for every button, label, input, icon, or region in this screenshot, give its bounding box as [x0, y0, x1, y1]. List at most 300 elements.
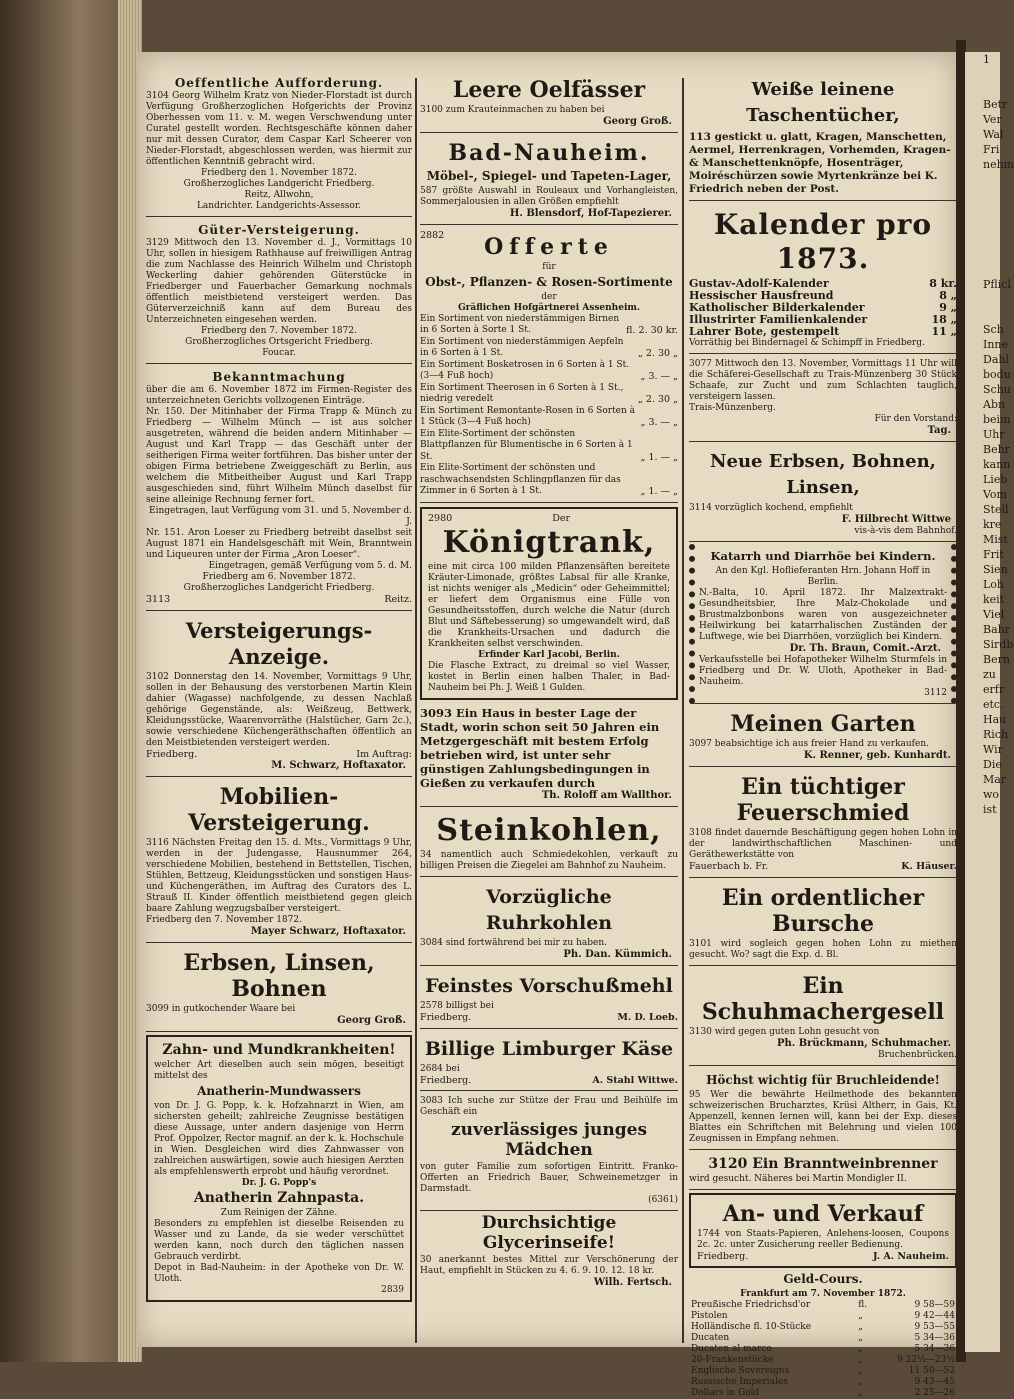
ad-date: Friedberg den 1. November 1872. [201, 168, 357, 178]
currency-value: 5 34—36 [914, 1333, 955, 1343]
ad-text: Wer die bewährte Heilmethode des bekannten schweizerischen Brucharztes, Krüsi Altherr, in Gais, Kt. Appenzell, kennen lernen will, kann bei der Exp. dieses Blattes ein Schriftchen mit Belehrung und vielen 100 Zeugnissen in Empfang nehmen. [689, 1089, 957, 1144]
edge-fragment: Loh [983, 578, 1005, 591]
ad-text: von guter Familie zum sofortigen Eintritt. Franko-Offerten an Friedrich Bauer, Schweinemetzger in Darmstadt. [420, 1162, 678, 1194]
ad-versteigerungs-anzeige [146, 613, 412, 778]
edge-fragment [983, 202, 1000, 217]
calendar-item-name: Lahrer Bote, gestempelt [689, 325, 840, 338]
ad-title: Ein ordentlicher Bursche [721, 884, 925, 937]
ad-text: eine mit circa 100 milden Pflanzensäften bereitete Kräuter-Limonade, größtes Labsal für alle Kranke, ist nichts weniger als „Medicin“ oder Geheimmittel; er liefert dem Organismus eine Fülle von Gesundheitsstoffen, durch welche die Natur (durch Blut und Säftebesserung) so umgewandelt wird, daß die Krankheits-Ursachen und dadurch die Krankheiten selbst verschwinden. [428, 562, 670, 649]
currency-row [689, 1333, 957, 1344]
ad-title: Güter-Versteigerung. [198, 223, 360, 237]
ad-text: billigst bei [445, 1001, 494, 1011]
edge-fragment: Sirdb [983, 638, 1014, 651]
calendar-item-name: Hessischer Hausfreund [689, 289, 834, 302]
currency-name: Ducaten [691, 1333, 730, 1343]
edge-fragment: Betr [983, 98, 1008, 111]
edge-fragment: erfr [983, 683, 1005, 696]
ad-title: Steinkohlen, [436, 813, 662, 848]
currency-unit: „ [858, 1355, 863, 1365]
ad-title: Versteigerungs-Anzeige. [185, 617, 373, 669]
edge-fragment: 1 [983, 53, 990, 66]
ad-text: Ich suche zur Stütze der Frau und Beihülfe im Geschäft ein [420, 1096, 678, 1117]
ad-address: Bruchenbrücken. [877, 1049, 957, 1060]
edge-fragment: Sien [983, 563, 1008, 576]
ad-ruhrkohlen [420, 879, 678, 966]
offer-item-price: fl. 2. 30 kr. [626, 325, 678, 336]
ad-vorschussmehl [420, 968, 678, 1029]
calendar-item-name: Illustrirter Familienkalender [689, 313, 868, 326]
ad-signature: Wilh. Fertsch. [593, 1277, 672, 1288]
ad-text: von Staats-Papieren, Anlehens-loosen, Coupons 2c. 2c. unter Zusicherung reeller Bedienung. [697, 1228, 949, 1250]
edge-fragment: Schu [983, 383, 1011, 396]
currency-unit: fl. [858, 1300, 868, 1310]
currency-value: 9 53—55 [914, 1322, 955, 1332]
calendar-item [689, 326, 957, 338]
ad-text: welcher Art dieselben auch sein mögen, beseitigt mittelst des [154, 1060, 404, 1081]
currency-name: Dollars in Gold [691, 1388, 760, 1398]
ad-limburger-kaese [420, 1031, 678, 1092]
ad-text: anerkannt bestes Mittel zur Verschönerung der Haut, empfiehlt in Stücken zu 4. 6. 9. 10. 12. 18 kr. [420, 1255, 678, 1276]
edge-fragment: Viel [983, 608, 1005, 621]
ad-number: 2684 [420, 1063, 443, 1074]
ad-signature: Georg Groß. [337, 1015, 406, 1026]
ad-text: 3116 Nächsten Freitag den 15. d. Mts., Vormittags 9 Uhr, werden in der Judengasse, Hausnummer 264, verschiedene Mobilien, bestehend in Bettstellen, Tischen, Stühlen, Bettzeug, Kleidungsstücken und sonstigen Haus- und Küchengeräthen, im Auftrag des Curators des L. Strauß II. Kinder öffentlich meistbietend gegen gleich baare Zahlung wegzugsbalber versteigert. [146, 838, 412, 914]
offer-list [420, 314, 678, 498]
ad-branntweinbrenner [689, 1152, 957, 1190]
currency-value: 5 34—36 [914, 1344, 955, 1354]
ad-signature: M. Schwarz, Hoftaxator. [271, 760, 406, 771]
ad-title: Offerte [484, 233, 614, 260]
ad-koenigtrank [420, 507, 678, 701]
edge-fragment: etc. [983, 698, 1004, 711]
offer-item-text: Ein Sortiment von niederstämmigen Birnen in 6 Sorten à Sorte 1 St. [420, 313, 620, 335]
ad-text: von Dr. J. G. Popp, k. k. Hofzahnarzt in Wien, am sichersten geheilt; zahlreiche Zeugnisse bestätigen diese Aussage, unter andern dasjenige von Herrn Prof. Oppolzer, Rector magnif. an der k. k. Hochschule in Wien. Desgleichen wird dies Zahnwasser von zahlreichen auswärtigen, sowie auch hiesigen Aerzten als empfehlenswerth erprobt und häufig verordnet. [154, 1101, 404, 1177]
ad-zahn-mundkrankheiten [146, 1035, 412, 1302]
ad-title: Bekanntmachung [212, 370, 346, 384]
ad-place: Fauerbach b. Fr. [689, 861, 769, 872]
ad-number: 3084 [420, 938, 443, 948]
calendar-item-price: 8 kr. [929, 277, 957, 290]
ad-text: 3104 Georg Wilhelm Kratz von Nieder-Florstadt ist durch Verfügung Großherzoglichen Hofgerichts der Provinz Oberhessen vom 11. v. M. wegen Verschwendung unter Curatel gestellt worden. Rechtsgeschäfte können daher nur mit dessen Curator, dem Caspar Karl Scheerer von Nieder-Florstadt, abgeschlossen werden, was hiermit zur öffentlichen Kenntniß gebracht wird. [146, 91, 412, 167]
calendar-item-name: Gustav-Adolf-Kalender [689, 277, 829, 290]
ad-fuer: für [542, 261, 556, 272]
calendar-item-price: 18 „ [931, 313, 957, 326]
ad-number: 113 [689, 131, 711, 143]
ad-title: Leere Oelfässer [452, 77, 646, 103]
ad-number: 3099 [146, 1004, 169, 1014]
ad-feuerschmied [689, 769, 957, 878]
edge-fragment [983, 232, 1000, 247]
ad-number: 3130 [689, 1026, 712, 1037]
ad-title: Ein tüchtiger Feuerschmied [736, 774, 910, 826]
offer-item-text: Ein Elite-Sortiment der schönsten Blattpflanzen für Blumentische in 6 Sorten à 1 St. [420, 428, 633, 462]
ad-der: der [541, 291, 557, 302]
ad-leere-oelfaesser [420, 72, 678, 133]
ad-signature: Ph. Dan. Kümmich. [563, 949, 672, 960]
edge-fragment [983, 217, 1000, 232]
ad-text: größte Auswahl in Rouleaux und Vorhangleisten, Sommerjalousien in allen Größen empfiehlt [420, 186, 678, 207]
ad-entry-151-note: Eingetragen, gemäß Verfügung vom 5. d. M. [208, 561, 412, 571]
ad-text: bei [445, 1063, 460, 1074]
ad-offerte [420, 227, 678, 503]
ad-erbsen-linsen-bohnen [146, 945, 412, 1032]
currency-unit: „ [858, 1377, 863, 1387]
offer-item [420, 360, 678, 383]
ad-schuhmachergesell [689, 968, 957, 1066]
edge-fragment [983, 247, 1000, 262]
currency-name: Pistolen [691, 1311, 728, 1321]
ad-signature: Ph. Brückmann, Schuhmacher. [776, 1037, 951, 1049]
edge-fragment: zu [983, 668, 996, 681]
currency-row [689, 1355, 957, 1366]
ad-number: 3108 [689, 828, 712, 838]
ad-title: Bad-Nauheim. [448, 140, 650, 166]
edge-fragment: Hau [983, 713, 1007, 726]
edge-fragment: kre [983, 518, 1002, 531]
ad-bruchleidende [689, 1068, 957, 1150]
calendar-item-name: Katholischer Bilderkalender [689, 301, 865, 314]
edge-fragment [983, 172, 1000, 187]
ad-signature: J. A. Nauheim. [872, 1250, 949, 1262]
ad-signature: K. Friedrich neben der Post. [689, 170, 938, 195]
offer-item [420, 463, 678, 498]
ad-signature: K. Häuser. [901, 861, 957, 872]
ad-title: Ein Schuhmachergesell [701, 972, 945, 1025]
ad-number: 3113 [146, 594, 171, 605]
edge-fragment [983, 67, 1000, 82]
ad-signature: Georg Groß. [603, 116, 672, 127]
ad-title: Katarrh und Diarrhöe bei Kindern. [710, 549, 936, 563]
offer-item-text: Ein Sortiment Remontante-Rosen in 6 Sorten à 1 Stück (3—4 Fuß hoch) [420, 405, 636, 427]
ad-title: Mobilien-Versteigerung. [188, 784, 370, 836]
ad-text: sind fortwährend bei mir zu haben. [445, 938, 607, 948]
ad-glycerinseife [420, 1213, 678, 1289]
ad-number: 3100 [420, 105, 443, 115]
edge-fragment: Lieb [983, 473, 1008, 486]
ad-number: 2578 [420, 1001, 443, 1011]
edge-fragment: Bern [983, 653, 1010, 666]
currency-unit: „ [858, 1311, 863, 1321]
ad-text: Verkaufsstelle bei Hofapotheker Wilhelm Sturmfels in Friedberg und Dr. W. Uloth, Apotheker in Bad-Nauheim. [699, 655, 947, 687]
ad-text: 3102 Donnerstag den 14. November, Vormittags 9 Uhr, sollen in der Behausung des verstorbenen Martin Klein dahier (Wagasse) nachfolgende, zu dessen Nachlaß gehörige Gegenstände, als: Weißzeug, Bettwerk, Kleidungsstücke, Waarenvorräthe (Halstücher, Garn 2c.), sowie verschiedene Küchengeräthschaften öffentlich an den Meistbietenden versteigert werden. [146, 671, 412, 748]
ad-product-maker: Dr. J. G. Popp's [241, 1178, 317, 1188]
offer-item-price: „ 3. — „ [640, 371, 678, 382]
ad-number: 3097 [689, 739, 712, 749]
ad-title: Oeffentliche Aufforderung. [174, 76, 384, 90]
edge-fragment: Wal [983, 128, 1004, 141]
ad-product: Anatherin-Mundwassers [197, 1084, 361, 1098]
ad-text: wird gegen guten Lohn gesucht von [714, 1026, 880, 1037]
currency-value: 2 25—26 [914, 1388, 955, 1398]
ad-subtitle: Gräflichen Hofgärtnerei Assenheim. [457, 302, 641, 313]
ad-entry-150-note: Eingetragen, laut Verfügung vom 31. und 5. November d. J. [149, 506, 412, 527]
currency-name: 20-Frankenstücke [691, 1355, 774, 1365]
column-rule [682, 78, 684, 1343]
ad-neue-erbsen [689, 444, 957, 542]
edge-fragment [983, 262, 1000, 277]
edge-fragment: Pflicl [983, 278, 1011, 291]
ad-reference: (6361) [648, 1195, 678, 1205]
currency-name: Ducaten al marco [691, 1344, 772, 1354]
offer-item [420, 337, 678, 360]
ad-place: Trais-Münzenberg. [689, 403, 776, 413]
currency-value: 11 50—52 [908, 1366, 955, 1376]
ad-text: Besonders zu empfehlen ist dieselbe Reisenden zu Wasser und zu Lande, da sie weder verschüttet werden kann, noch durch den täglichen nassen Gebrauch verdirbt. [154, 1219, 404, 1262]
ad-text: wird gesucht. Näheres bei Martin Mondigler II. [689, 1173, 907, 1184]
ad-signature: H. Blensdorf, Hof-Tapezierer. [509, 208, 672, 219]
offer-item-price: „ 3. — „ [640, 417, 678, 428]
ad-name: Reitz. [384, 594, 412, 605]
ad-gueter-versteigerung [146, 219, 412, 364]
edge-fragment: Fri [983, 143, 1000, 156]
edge-fragment [983, 292, 1000, 307]
ad-text: N.-Balta, 10. April 1872. Ihr Malzextrakt-Gesundheitsbier, Ihre Malz-Chokolade und Brustmalzbonbons waren von ausgezeichneter Heilwirkung bei katarrhalischen Zuständen der Luftwege, wie bei Diarrhöen, vorzüglich bei Kindern. [699, 588, 947, 642]
column-2 [420, 72, 678, 1289]
offer-item-price: „ 1. — „ [640, 451, 678, 463]
ad-text: zum Krauteinmachen zu haben bei [445, 105, 605, 115]
currency-row [689, 1300, 957, 1311]
edge-fragment: keit [983, 593, 1005, 606]
ad-meinen-garten [689, 706, 957, 767]
ad-bekanntmachung [146, 366, 412, 611]
ad-title: Zahn- und Mundkrankheiten! [162, 1042, 396, 1058]
currency-name: Englische Sovereigns [691, 1366, 790, 1376]
offer-item-text: Ein Sortiment Bosketrosen in 6 Sorten à 1 St. (3—4 Fuß hoch) [420, 359, 630, 381]
ad-text: vorzüglich kochend, empfiehlt [714, 503, 853, 513]
ad-maker: Erfinder Karl Jacobi, Berlin. [478, 650, 620, 660]
currency-value: 9 42—44 [914, 1311, 955, 1321]
currency-row [689, 1388, 957, 1399]
edge-fragment: kann [983, 458, 1011, 471]
ad-number: 95 [689, 1089, 701, 1100]
offer-item [420, 314, 678, 337]
ad-bursche [689, 880, 957, 966]
ad-signature: A. Stahl Wittwe. [592, 1074, 678, 1086]
edge-fragment: Abn [983, 398, 1006, 411]
ad-title: Meinen Garten [730, 711, 916, 737]
ad-title: Billige Limburger Käse [424, 1037, 674, 1060]
ad-title: Höchst wichtig für Bruchleidende! [706, 1072, 940, 1087]
currency-table [689, 1300, 957, 1399]
ad-an-verkauf [689, 1193, 957, 1269]
ad-title: Durchsichtige Glycerinseife! [481, 1213, 617, 1253]
edge-fragment: Dahl [983, 353, 1009, 366]
edge-fragment: Sch [983, 323, 1004, 336]
ad-steinkohlen [420, 809, 678, 877]
ad-title: Kalender pro 1873. [713, 208, 933, 275]
currency-unit: „ [858, 1344, 863, 1354]
edge-fragment: wo [983, 788, 1000, 801]
currency-value: 9 43—45 [914, 1377, 955, 1387]
next-page-edge [965, 52, 1014, 1352]
edge-fragment [983, 307, 1000, 322]
ad-signature: M. D. Loeb. [617, 1012, 678, 1023]
ad-geld-cours [689, 1271, 957, 1399]
ad-number: 3112 [924, 688, 947, 698]
ad-signature: Mayer Schwarz, Hoftaxator. [250, 926, 406, 937]
ad-court: Großherzogliches Landgericht Friedberg. [183, 179, 375, 189]
edge-fragment: Bahr [983, 623, 1010, 636]
edge-fragment: nehm [983, 158, 1014, 171]
ad-title: An- und Verkauf [722, 1200, 924, 1227]
ad-signature: F. Hilbrecht Wittwe [841, 514, 951, 525]
ad-number: 2839 [381, 1285, 404, 1295]
edge-fragment: Rich [983, 728, 1009, 741]
offer-item-price: „ 1. — „ [640, 486, 678, 497]
ad-text: über die am 6. November 1872 im Firmen-Register des unterzeichneten Gerichts vollzogenen Einträge. [146, 385, 412, 406]
ad-depot: Depot in Bad-Nauheim: in der Apotheke von Dr. W. Uloth. [154, 1263, 404, 1284]
ad-oeffentliche-aufforderung [146, 72, 412, 217]
ad-order: Für den Vorstand: [874, 414, 957, 424]
ad-order: Im Auftrag: [356, 748, 412, 760]
ad-text: gestickt u. glatt, Kragen, Manschetten, Aermel, Herrenkragen, Vorhemden, Kragen- & Manschettenknöpfe, Hosenträger, Moiréschürzen sowie Myrtenkränze bei [689, 131, 951, 182]
ad-bad-nauheim [420, 135, 678, 225]
ad-text: Vorräthig bei Bindernagel & Schimpff in Friedberg. [689, 338, 925, 348]
edge-fragment: Mist [983, 533, 1008, 546]
edge-fragment: Vom [983, 488, 1007, 501]
ad-title: Vorzügliche Ruhrkohlen [485, 886, 613, 934]
ad-entry-150: Nr. 150. Der Mitinhaber der Firma Trapp & Münch zu Friedberg — Wilhelm Münch — ist aus solcher ausgetreten, während die beiden andern Mitinhaber — August und Karl Trapp — das Geschäft unter der seitherigen Firma weiter fortführen. Das bisher unter der obigen Firma betriebene Zweiggeschäft zu Berlin, aus welchem die Mitbeitheiber August und Karl Trapp ausgeschieden sind, führt Wilhelm Münch daselbst für seine alleinige Rechnung ferner fort. [146, 407, 412, 505]
ad-number: 3101 [689, 938, 712, 949]
ad-number: 34 [420, 850, 432, 860]
offer-item-text: Ein Sortiment Theerosen in 6 Sorten à 1 St., niedrig veredelt [420, 382, 624, 404]
offer-item-price: „ 2. 30 „ [637, 348, 678, 359]
offer-item-text: Ein Elite-Sortiment der schönsten und raschwachsendsten Schlingpflanzen für das Zimmer in 6 Sorten à 1 St. [420, 463, 621, 496]
ad-mobilien-versteigerung [146, 779, 412, 943]
ad-signature: Dr. Th. Braun, Comit.-Arzt. [789, 643, 941, 654]
ad-signature: Th. Roloff am Wallthor. [541, 790, 672, 801]
edge-fragment: Die [983, 758, 1002, 771]
edge-fragment: Wir [983, 743, 1003, 756]
edge-fragment: Mar [983, 773, 1007, 786]
ad-text: namentlich auch Schmiedekohlen, verkauft zu billigen Preisen die Ziegelei am Bahnhof zu Nauheim. [420, 850, 678, 871]
calendar-item-price: 8 „ [939, 289, 957, 302]
offer-item-price: „ 2. 30 „ [637, 394, 678, 405]
ad-number: 30 [420, 1255, 432, 1265]
ad-title: Ein Branntweinbrenner [752, 1155, 938, 1172]
ad-text: in gutkochender Waare bei [171, 1004, 296, 1014]
calendar-list [689, 278, 957, 338]
ad-number: 2882 [420, 230, 445, 241]
ad-signature: Tag. [927, 425, 951, 436]
currency-name: Holländische fl. 10-Stücke [691, 1322, 812, 1332]
ad-text: Ein Haus in bester Lage der Stadt, worin schon seit 50 Jahren ein Metzgergeschäft mit bestem Erfolg betrieben wird, ist unter sehr günstigen Zahlungsbedingungen in Gießen zu verkaufen durch [420, 706, 660, 790]
edge-fragment: Inne [983, 338, 1009, 351]
ad-entry-151: Nr. 151. Aron Loeser zu Friedberg betreibt daselbst seit August 1871 ein Handelsgeschäft mit Wein, Branntwein und Liqueuren unter der Firma „Aron Loeser“. [146, 528, 412, 560]
currency-row [689, 1366, 957, 1377]
ad-date: Frankfurt am 7. November 1872. [740, 1289, 906, 1299]
ad-roles: Landrichter. Landgerichts-Assessor. [196, 201, 362, 211]
ad-subtitle: Zum Reinigen der Zähne. [220, 1208, 338, 1218]
ad-text: beabsichtige ich aus freier Hand zu verkaufen. [714, 739, 929, 749]
currency-unit: „ [858, 1366, 863, 1376]
ad-text: wird sogleich gegen hohen Lohn zu miethen gesucht. Wo? sagt die Exp. d. Bl. [689, 938, 957, 960]
currency-row [689, 1344, 957, 1355]
ad-place: Friedberg. [697, 1250, 749, 1262]
currency-name: Russische Imperiales [691, 1377, 788, 1387]
ad-title: Feinstes Vorschußmehl [425, 975, 673, 997]
ad-court: Großherzogliches Ortsgericht Friedberg. [185, 337, 373, 347]
ad-number: 3083 [420, 1096, 443, 1106]
currency-row [689, 1322, 957, 1333]
ad-text: An den Kgl. Hoflieferanten Hrn. Johann Hoff in Berlin. [715, 566, 931, 587]
offer-item [420, 383, 678, 406]
ad-signature: K. Renner, geb. Kunhardt. [803, 750, 951, 761]
currency-row [689, 1311, 957, 1322]
book-spine [0, 0, 132, 1362]
ad-taschentuecher [689, 72, 957, 201]
ad-number: 3114 [689, 503, 712, 513]
edge-fragment: Ver [983, 113, 1002, 126]
edge-fragment: bodu [983, 368, 1011, 381]
calendar-item-price: 11 „ [931, 325, 957, 338]
ad-junges-maedchen [420, 1093, 678, 1211]
edge-fragment: ist [983, 803, 997, 816]
offer-item [420, 406, 678, 429]
ad-der: Der [552, 512, 570, 524]
ad-text: Die Flasche Extract, zu dreimal so viel Wasser, kostet in Berlin einen halben Thaler, in Bad-Nauheim bei Ph. J. Weiß 1 Gulden. [428, 661, 670, 693]
ad-text: 3129 Mittwoch den 13. November d. J., Vormittags 10 Uhr, sollen in hiesigem Rathhause auf freiwilligen Antrag die zum Nachlasse des Heinrich Wilhelm und Christoph Weckerling dahier gehörenden Güterstücke in Friedberger und Fauerbacher Gemarkung nochmals öffentlich meistbietend versteigert werden. Das Güterverzeichniß kann auf dem Bureau des Unterzeichneten eingesehen werden. [146, 238, 412, 325]
currency-value: 9 58—59 [914, 1300, 955, 1310]
ad-product: Anatherin Zahnpasta. [193, 1190, 365, 1206]
column-rule [415, 78, 417, 1343]
ad-number: 1744 [697, 1228, 720, 1239]
edge-fragment: beim [983, 413, 1011, 426]
ad-date: Friedberg. [146, 748, 198, 760]
edge-fragment [983, 187, 1000, 202]
ad-number: 2980 [428, 512, 453, 524]
offer-item-text: Ein Sortiment von niederstämmigen Aepfeln in 6 Sorten à 1 St. [420, 336, 624, 358]
ad-date: Friedberg den 7. November 1872. [146, 915, 302, 925]
ad-text: 3077 Mittwoch den 13. November, Vormittags 11 Uhr will die Schäferei-Gesellschaft zu Trais-Münzenberg 30 Stück Schaafe, zur Zucht und zum Schlachten tauglich, versteigern lassen. [689, 359, 957, 402]
currency-name: Preußische Friedrichsd'or [691, 1300, 811, 1310]
currency-unit: „ [858, 1388, 863, 1398]
ad-number: 587 [420, 186, 438, 196]
ad-title: Geld-Cours. [783, 1272, 863, 1286]
offer-item [420, 429, 678, 464]
ad-number: 3120 [708, 1155, 748, 1172]
edge-fragment: Stell [983, 503, 1009, 516]
currency-value: 9 22½—23½ [897, 1355, 955, 1365]
ad-title: Königtrank, [442, 525, 656, 560]
ad-number: 3093 [420, 706, 453, 720]
currency-row [689, 1377, 957, 1388]
ad-kalender [689, 203, 957, 354]
ad-name: Foucar. [262, 348, 296, 358]
edge-fragment [983, 82, 1000, 97]
ad-address: vis-à-vis dem Bahnhof. [854, 526, 957, 536]
ad-date: Friedberg am 6. November 1872. [202, 572, 356, 582]
ad-title: Erbsen, Linsen, Bohnen [183, 950, 375, 1002]
ad-text: findet dauernde Beschäftigung gegen hohen Lohn in der landwirthschaftlichen Maschinen- und Geräthewerkstätte von [689, 828, 957, 860]
edge-fragment: Uhr [983, 428, 1005, 441]
currency-unit: „ [858, 1322, 863, 1332]
ad-title: Weiße leinene Taschentücher, [746, 79, 900, 126]
column-1 [146, 72, 412, 1305]
ad-subtitle: Obst-, Pflanzen- & Rosen-Sortimente [425, 274, 673, 289]
currency-unit: „ [858, 1333, 863, 1343]
column-3 [689, 72, 957, 1399]
calendar-item-price: 9 „ [939, 301, 957, 314]
ad-court: Großherzogliches Landgericht Friedberg. [183, 583, 375, 593]
ad-place: Friedberg. [420, 1012, 472, 1023]
edge-fragment: Behr [983, 443, 1010, 456]
ad-date: Friedberg den 7. November 1872. [201, 326, 357, 336]
ad-katarrh [689, 544, 957, 704]
ad-haus-verkauf [420, 703, 678, 807]
ad-schaafe-versteigerung [689, 356, 957, 442]
ad-title: Neue Erbsen, Bohnen, Linsen, [710, 451, 936, 498]
